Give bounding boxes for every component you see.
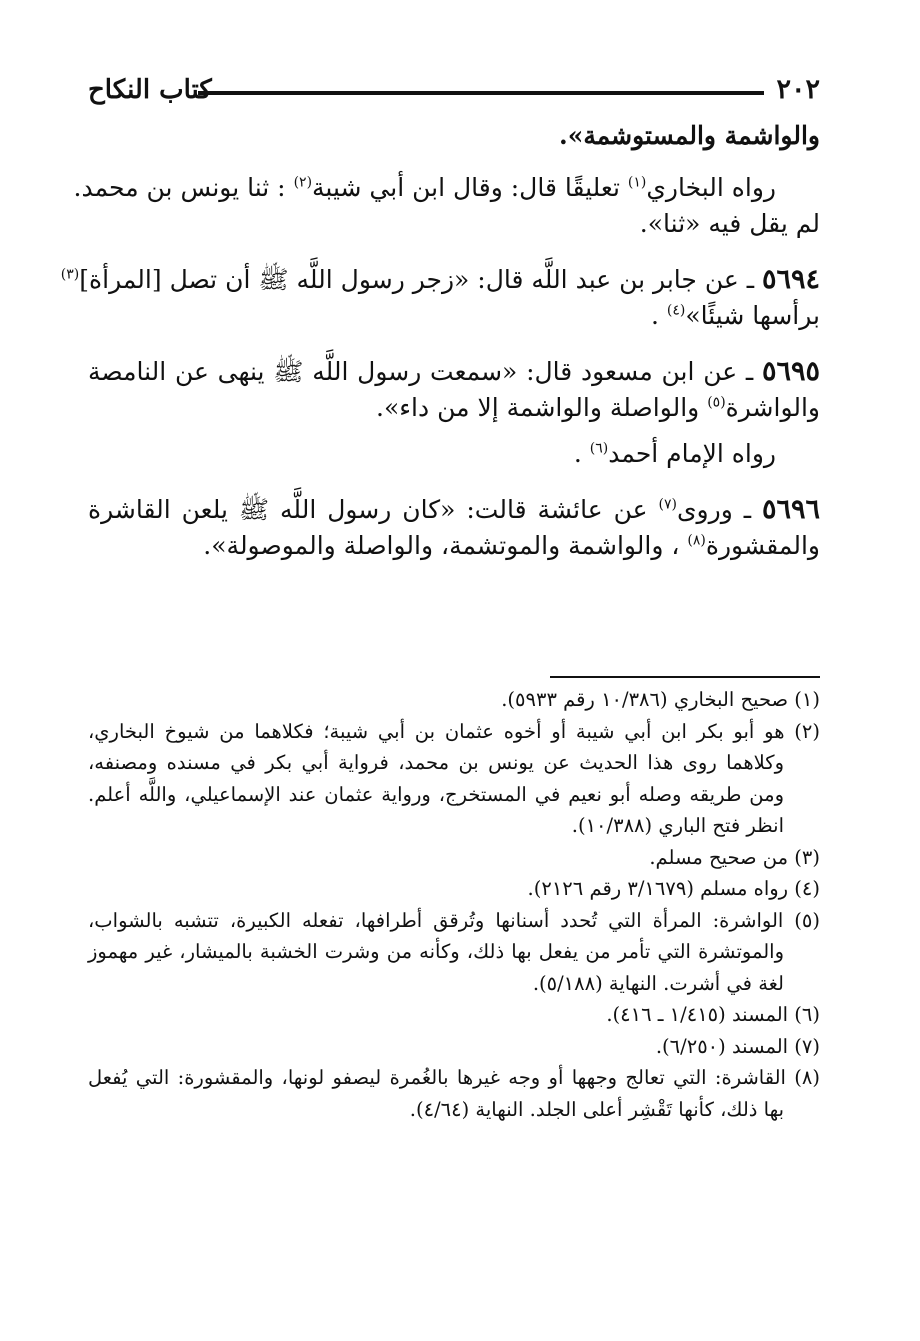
text-run: والواصلة والواشمة إلا من داء».	[376, 393, 708, 422]
text-run: ـ عن جابر بن عبد اللَّه قال: «زجر رسول اللَّه ﷺ أن تصل [المرأة]	[79, 265, 762, 294]
hadith-number: ٥٦٩٦	[761, 494, 820, 525]
text-line	[88, 390, 820, 426]
text-line	[88, 298, 820, 334]
footnote-ref: (١)	[627, 174, 647, 191]
footnote-ref: (٦)	[589, 440, 609, 457]
text-run: برأسها شيئًا»	[685, 301, 820, 330]
spacer	[88, 426, 820, 436]
footnote-ref: (٨)	[687, 532, 706, 549]
text-run: ، والواشمة والموتشمة، والواصلة والموصولة».	[203, 531, 688, 560]
footnotes	[88, 684, 820, 1125]
text-line	[73, 170, 820, 206]
footnote-ref: (٢)	[293, 174, 313, 191]
text-run: عن عائشة قالت: «كان رسول اللَّه ﷺ يلعن القاشرة	[88, 495, 659, 524]
text-run: ـ عن ابن مسعود قال: «سمعت رسول اللَّه ﷺ ينهى عن النامصة	[88, 357, 762, 386]
text-run: .	[650, 301, 667, 330]
text-run: والواشرة	[725, 393, 820, 422]
footnote-8-cont: بها ذلك، كأنها تَقْشِر أعلى الجلد. النهاية (٤/٦٤).	[409, 1097, 784, 1121]
spacer	[88, 242, 820, 262]
text-line	[88, 206, 820, 242]
spacer	[88, 472, 820, 492]
text-line	[88, 436, 820, 472]
text-run: تعليقًا قال: وقال ابن أبي شيبة	[312, 173, 628, 202]
header-rule	[198, 91, 764, 95]
footnote-2-cont: ومن طريقه وصله أبو نعيم في المستخرج، ورواية عثمان عند الإسماعيلي، واللَّه أعلم.	[88, 782, 784, 806]
text-run: رواه الإمام أحمد	[608, 439, 776, 468]
hadith-number: ٥٦٩٥	[761, 356, 820, 387]
text-run: رواه البخاري	[646, 173, 776, 202]
footnote-2-cont: انظر فتح الباري (١٠/٣٨٨).	[571, 814, 784, 837]
spacer	[88, 154, 820, 170]
footnote-2-cont: وكلاهما روى هذا الحديث عن يونس بن محمد، فرواية أبي بكر في مسنده ومصنفه،	[88, 751, 784, 774]
footnote-2: (٢) هو أبو بكر ابن أبي شيبة أو أخوه عثمان بن أبي شيبة؛ فكلاهما من شيوخ البخاري،	[88, 719, 820, 743]
text-run: لم يقل فيه «ثنا».	[639, 209, 820, 238]
footnote-separator	[550, 676, 820, 678]
footnote-ref: (٧)	[658, 496, 677, 513]
footnote-7: (٧) المسند (٦/٢٥٠).	[655, 1034, 820, 1058]
text-run: : ثنا يونس بن محمد.	[73, 173, 294, 202]
text-run: والمقشورة	[705, 531, 820, 560]
footnote-3: (٣) من صحيح مسلم.	[649, 845, 820, 869]
text-line	[88, 118, 820, 154]
hadith-5695-line	[88, 354, 820, 390]
hadith-5694-line	[60, 262, 820, 298]
footnote-5: (٥) الواشرة: المرأة التي تُحدد أسنانها وتُرقق أطرافها، تفعله الكبيرة، تتشبه بالشواب،	[88, 908, 820, 932]
footnote-5-cont: والموتشرة التي تأمر من يفعل بها ذلك، وكأنه من وشرت الخشبة بالميشار، غير مهموز	[88, 940, 784, 963]
page-header	[88, 72, 820, 112]
footnote-6: (٦) المسند (١/٤١٥ ـ ٤١٦).	[606, 1003, 820, 1026]
hadith-5696-line	[88, 492, 820, 528]
text-line	[88, 528, 820, 564]
footnote-5-cont: لغة في أشرت. النهاية (٥/١٨٨).	[532, 971, 784, 995]
spacer	[88, 334, 820, 354]
text-run: والواشمة والمستوشمة».	[559, 121, 820, 150]
footnote-ref: (٥)	[707, 394, 726, 411]
footnote-8: (٨) القاشرة: التي تعالج وجهها أو وجه غيرها بالغُمرة ليصفو لونها، والمقشورة: التي يُفعل	[88, 1066, 820, 1089]
text-run: .	[573, 439, 590, 468]
book-title: كتاب النكاح	[88, 75, 212, 105]
footnote-1: (١) صحيح البخاري (١٠/٣٨٦ رقم ٥٩٣٣).	[501, 688, 820, 711]
footnote-4: (٤) رواه مسلم (٣/١٦٧٩ رقم ٢١٢٦).	[527, 877, 820, 900]
hadith-number: ٥٦٩٤	[761, 264, 820, 295]
footnote-ref: (٣)	[60, 266, 80, 283]
main-text	[60, 118, 820, 564]
footnote-ref: (٤)	[666, 302, 686, 319]
page-number: ٢٠٢	[776, 74, 820, 105]
text-run: ـ وروى	[676, 495, 762, 524]
